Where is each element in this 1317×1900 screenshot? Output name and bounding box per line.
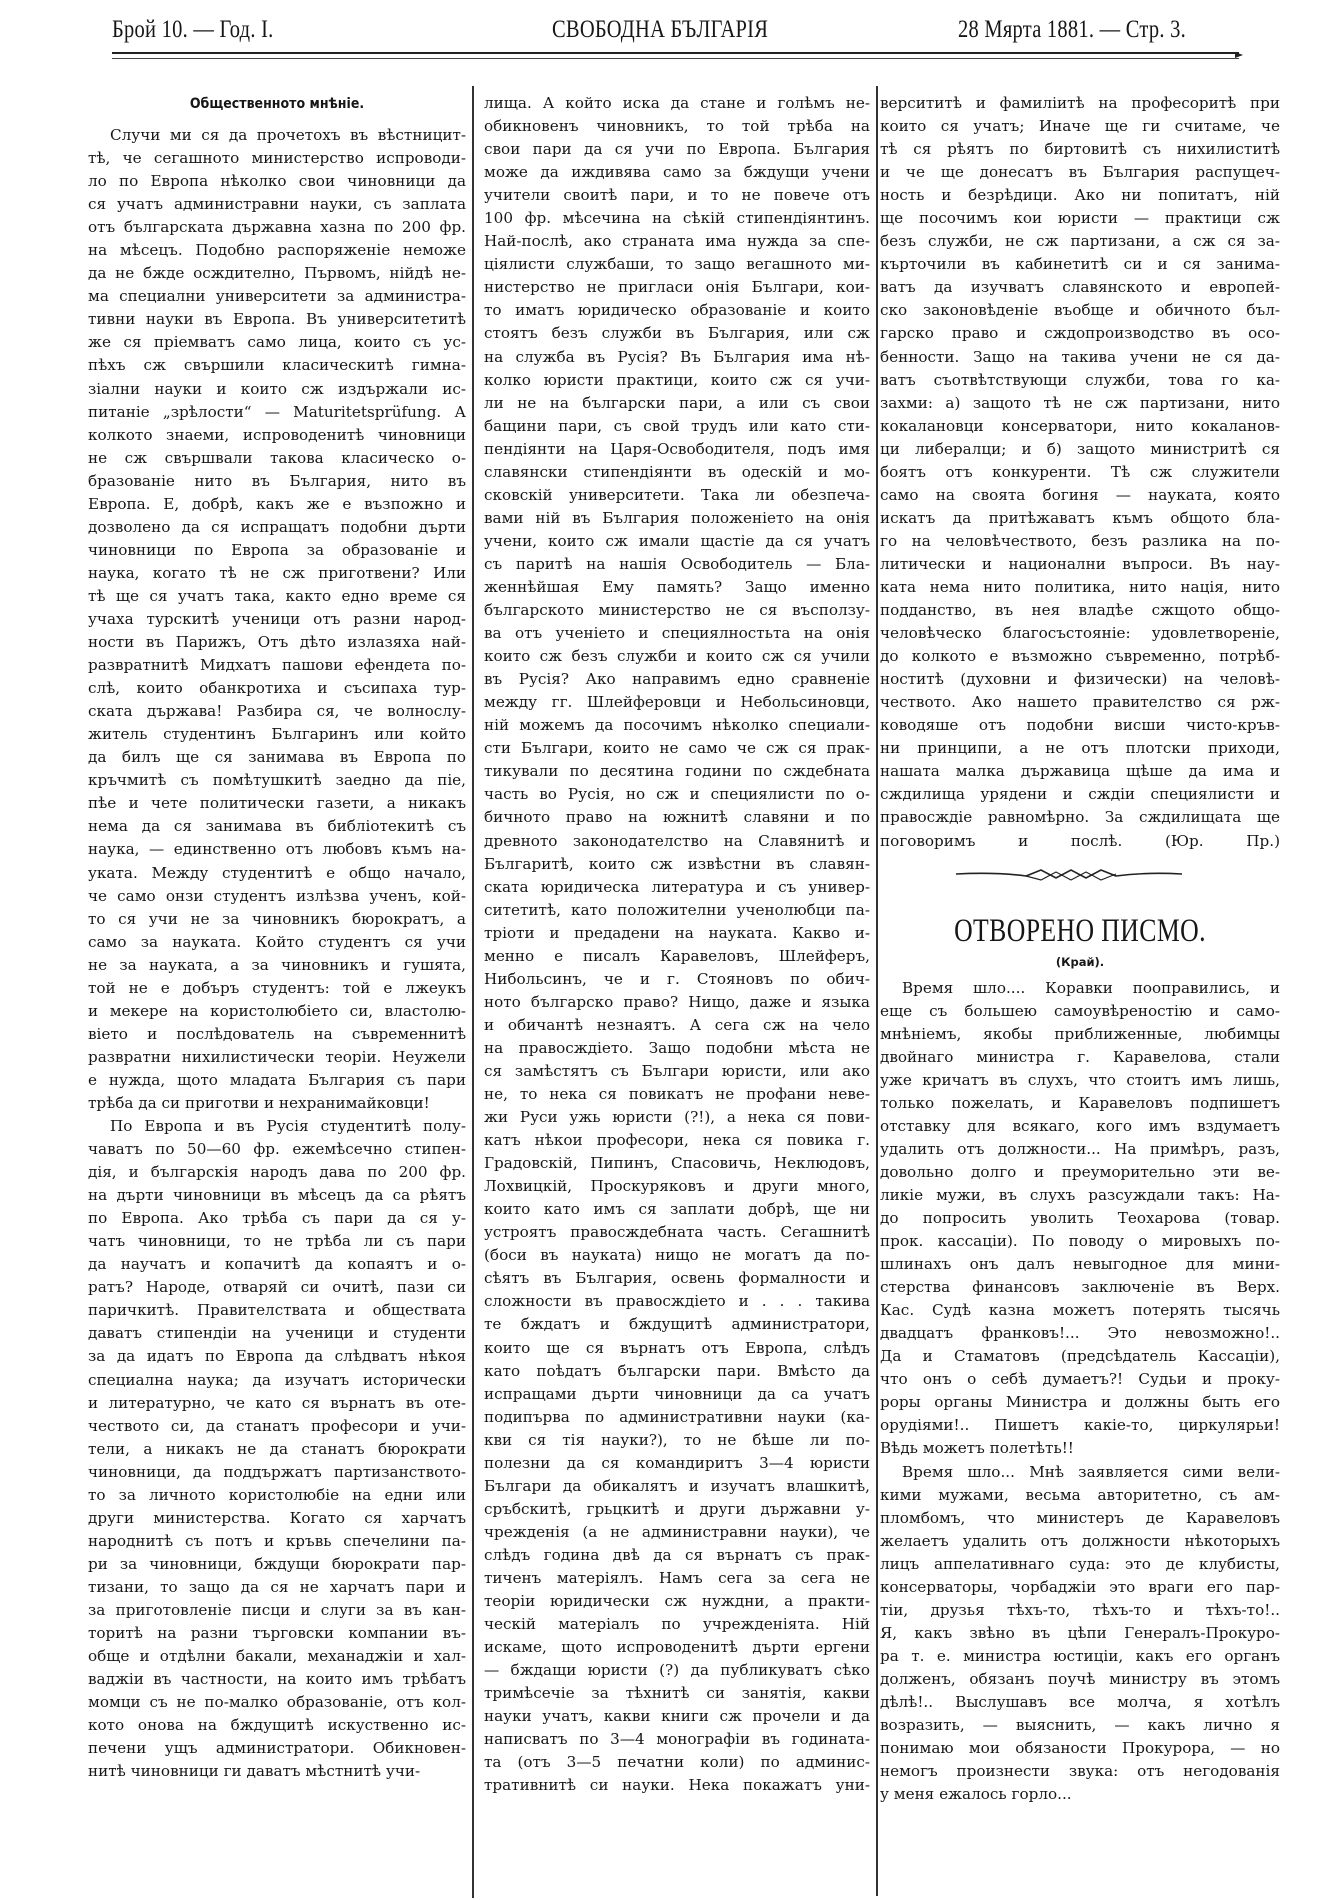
text-line: кви ся тія науки?), то не бѣше ли по- [484,1430,870,1449]
text-line: учени, които сж имали щастіе да ся учатъ [484,531,870,550]
text-line: тѣ ся рѣятъ по биртовитѣ съ нихилиститѣ [880,140,1280,159]
text-line: паричкитѣ. Правителствата и обществата [88,1301,466,1320]
text-line: ноститѣ (духовни и физически) на человѣ- [880,670,1280,689]
text-line: тели, а никакъ не да станатъ бюрократи [88,1439,466,1458]
text-line: тримѣсечіе за тѣхнитѣ си занятія, какви [484,1684,870,1703]
text-line: и мекере на користолюбіето си, властолю- [88,1001,466,1020]
text-line: нашата малка държавица щѣше да има и [880,762,1280,781]
text-line: отъ българската държавна хазна по 200 фр. [88,218,466,237]
text-line: народнитѣ съ потъ и кръвь спечелини па- [88,1531,466,1550]
text-line: развратни нихилистически теоріи. Неужели [88,1047,466,1066]
text-line: до попросить уволить Теохарова (товар. [880,1209,1280,1228]
text-line: ката нема нито политика, нито нація, нито [880,577,1280,596]
text-line: орудіями!.. Пишетъ какіе-то, циркулярьи! [880,1416,1280,1435]
text-line: славянски стипендіянти въ одескій и мо- [484,462,870,481]
text-line: ности въ Парижъ, Отъ дѣто излазяха най- [88,633,466,652]
text-line: менно е писалъ Каравеловъ, Шлейферъ, [484,946,870,965]
text-line: подипърва по административни науки (ка- [484,1407,870,1426]
text-line: обикновенъ чиновникъ, то той трѣба на [484,117,870,136]
column-divider [876,86,878,1896]
text-line: жи Руси ужь юристи (?!), а нека ся пови- [484,1108,870,1127]
text-line: питаніе „зрѣлости“ — Maturitetsprüfung. А [88,402,466,421]
text-line: ва отъ ученіето и специялностьта на онія [484,624,870,643]
author-signature: (Юр. Пр.) [1164,831,1280,850]
text-line: на дърти чиновници въ мѣсецъ да са рѣятъ [88,1186,466,1205]
article-body [484,92,870,1797]
text-line: двадцатъ франковъ!... Это невозможно!.. [880,1324,1280,1343]
text-line: тивни науки въ Европа. Въ университетитѣ [88,310,466,329]
text-line: сковскій университети. Така ли обезпеча- [484,485,870,504]
column-3 [880,92,1280,1806]
text-line: българското министерство не ся въсползу- [484,601,870,620]
text-line: лища. А който иска да стане и голѣмъ не- [484,94,870,112]
masthead-rule [112,52,1239,59]
text-line: той не е добъръ студентъ: той е лжеукъ [88,978,466,997]
text-line: Время шло... Мнѣ заявляется сими вели- [902,1462,1280,1481]
text-line: Время шло.... Коравки пооправились, и [902,978,1280,997]
text-line: ситетитѣ, като положителни ученолюбци па- [484,900,870,919]
text-line: ли не на български пари, а или съ свои [484,393,870,412]
text-line: — бждащи юристи (?) да публикуватъ сѣко [484,1661,870,1680]
text-line: по Европа. Ако трѣба съ пари да ся у- [88,1209,466,1228]
text-line: кими мужами, весьма авторитетно, съ ам- [880,1485,1280,1504]
text-line: до колкото е възможно съвременно, потрѣб- [880,647,1280,666]
text-line: ра т. е. министра юстиціи, какъ его органъ [880,1646,1280,1665]
text-line: лицъ аппелативнаго суда: это де клубисты, [880,1554,1280,1573]
text-line: които като имъ ся заплати добрѣ, ще ни [484,1200,870,1219]
text-line: само за науката. Който студентъ ся учи [88,932,466,951]
text-line: желаетъ удалить отъ должности нѣкоторыхъ [880,1531,1280,1550]
text-line: у меня ежалось горло... [880,1785,1072,1804]
text-line: катъ нѣкои професори, нека ся повика г. [484,1131,870,1150]
text-line: е нужда, щото младата България съ пари [88,1070,466,1089]
text-line: теоріи юридически сж нуждни, а практи- [484,1592,870,1611]
text-line: Я, какъ звѣно въ цѣпи Генералъ-Прокуро- [880,1623,1280,1642]
text-line: отставку для всякаго, кого имъ вздумаетъ [880,1116,1280,1135]
text-line: които ще ся върнатъ отъ Европа, слѣдъ [484,1338,870,1357]
text-line: уката. Между студентитѣ е общо начало, [88,863,466,882]
text-line: вами ній въ България положеніето на онія [484,508,870,527]
text-line: слѣ, които обанкротиха и съсипаха тур- [88,679,466,698]
text-line: человѣческо благосъстояніе: удовлетвореніе, [880,624,1280,643]
text-line: съ паритѣ на нашія Освободитель — Бла- [484,554,870,573]
text-line: свои пари да ся учи по Европа. България [484,140,870,159]
text-line: ри за чиновници, бждущи бюрократи пар- [88,1554,466,1573]
text-line: които ся учатъ; Иначе ще ги считаме, че [880,117,1280,136]
text-line: стоятъ безъ служби въ България, или сж [484,324,870,343]
text-line: ваджіи въ частности, на които имъ трѣбатъ [88,1670,466,1689]
text-line: устроятъ правосждебната часть. Сегашнитѣ [484,1223,870,1242]
text-line: Нибольсинъ, че и г. Стояновъ по обич- [484,969,870,988]
text-line: като поѣдатъ български пари. Вмѣсто да [484,1361,870,1380]
text-line: нистерство не пригласи онія Българи, кои- [484,278,870,297]
ornament-icon [956,863,1182,885]
text-line: специална наука; да изучатъ исторически [88,1370,466,1389]
text-line: кърточили въ кабинетитѣ си и ся занима- [880,255,1280,274]
text-line: ватъ да изучватъ славянското и европей- [880,278,1280,297]
article-title: Общественното мнѣніе. [189,96,365,112]
text-line: други министерства. Когато ся харчатъ [88,1508,466,1527]
text-line: двойнаго министра г. Каравелова, стали [880,1047,1280,1066]
text-line: да не бжде осждително, Първомъ, нійдѣ не- [88,264,466,283]
text-line: учители своитѣ пари, и то не повече отъ [484,186,870,205]
text-line: тѣ, че сегашното министерство испроводи- [88,149,466,168]
text-line: прок. кассаціи). По поводу о мировыхъ по- [880,1232,1280,1251]
text-line: за приготовленіе писци и слуги за въ кан- [88,1601,466,1619]
text-line: колко юристи практици, които сж ся учи- [484,370,870,389]
text-line: наука, когато тѣ не сж приготвени? Или [88,563,466,582]
text-line: чиновници по Европа за образованіе и [88,540,466,559]
text-line: чрежденія (а не администравни науки), че [484,1522,870,1541]
text-line: на мѣсецъ. Подобно распоряженіе неможе [88,241,466,260]
text-line: подданство, въ нея владѣе сжщото общо- [880,601,1280,620]
text-line: уже кричатъ въ слухъ, что стоитъ имъ лишь, [880,1070,1280,1089]
text-line: че само онзи студентъ излѣзва ученъ, кой- [88,886,466,905]
text-line: Европа. Е, добрѣ, какъ же е възпожно и [88,494,466,513]
text-line: печени ущъ администратори. Обикновен- [88,1739,466,1758]
text-line: 100 фр. мѣсечина на сѣкій стипендіянтинъ. [484,209,870,228]
text-line: ческій матеріалъ по учрежденіята. Ній [484,1615,870,1634]
text-line: консерваторы, чорбаджіи это враги его пар- [880,1577,1280,1596]
text-line: написватъ по 3—4 монографіи въ годината- [484,1730,870,1749]
text-line: Лохвицкій, Проскуряковъ и други много, [484,1177,870,1196]
column-2 [484,92,870,1797]
text-line: бичното право на южнитѣ славяни и по [484,808,870,827]
text-line: искатъ да притѣжаватъ къмъ общото бла- [880,508,1280,527]
text-line: тиченъ матеріялъ. Намъ сега за сега не [484,1569,870,1587]
article-body [880,977,1280,1807]
text-line: пломбомъ, что министеръ де Каравеловъ [880,1508,1280,1527]
text-line: Кас. Судѣ казна можетъ потерять тысячь [880,1301,1280,1320]
text-line: ско законовѣденіе въобще и обичното бъл- [880,301,1280,320]
text-line: да билъ ще ся занимава въ Европа по [88,748,466,767]
text-line: тизани, то защо да ся не харчатъ пари и [88,1577,466,1596]
text-line: тѣ ще ся учатъ така, както едно време ся [88,586,466,605]
text-line: что онъ о себѣ думаетъ?! Судьи и проку- [880,1370,1280,1389]
text-line: въ Русія? Ако направимъ едно сравненіе [484,670,870,689]
text-line: само на своята богиня — науката, която [880,485,1280,504]
text-line: ската юридическа литература и съ универ- [484,877,870,896]
text-line: то за личното користолюбіе на едни или [88,1485,466,1504]
date-and-page: 28 Мярта 1881. — Стр. 3. [958,16,1186,43]
text-line: на служба въ Русія? Въ България има нѣ- [484,347,870,366]
text-line: ци либералци; и б) защото министритѣ ся [880,439,1280,458]
text-line: испращами дърти чиновници да са учатъ [484,1384,870,1403]
text-line: сждилища урядени и сждіи специялисти и [880,785,1280,804]
text-line: ся замѣстятъ съ Българи юристи, или ако [484,1061,870,1080]
text-line: зіални науки и които сж издържали ис- [88,379,466,398]
text-line: не, то нека ся повикатъ не профани неве- [484,1085,870,1104]
text-line: ціялисти службаши, то защо вегашното ми- [484,255,870,274]
text-line: момци съ не по-малко образованіе, отъ кол- [88,1693,466,1712]
text-line: чеството си, да станатъ професори и учи- [88,1416,466,1435]
text-line: за да идатъ по Европа да слѣдватъ нѣкоя [88,1347,466,1366]
text-line: долженъ, обязанъ поучѣ министру въ этомъ [880,1669,1280,1688]
text-line: искаме, щото испроводенитѣ дърти ергени [484,1638,870,1657]
text-line: чеството. Ако нашето правителство ся рж- [880,693,1280,712]
text-line: ность и безрѣдици. Ако ни попитатъ, ній [880,186,1280,205]
text-line: бразованіе нито въ България, нито въ [88,471,466,490]
text-line: Да и Стаматовъ (предсѣдатель Кассаціи), [880,1347,1280,1366]
text-line: Българитѣ, които сж извѣстни въ славян- [484,854,870,873]
text-line: дія, и българскія народъ дава по 200 фр. [88,1163,466,1182]
text-line: ма специални университети за администра- [88,287,466,306]
text-line: Вѣдь можетъ полетѣть!! [880,1439,1074,1458]
ornamental-divider [880,853,1280,905]
text-line: кръчмитѣ съ помѣтушкитѣ заедно да піе, [88,771,466,790]
text-line: довольно долго и преуморительно эти ве- [880,1162,1280,1181]
text-line: може да иждивява само за бждущи учени [484,163,870,182]
newspaper-title: СВОБОДНА БЪЛГАРІЯ [552,16,769,43]
text-line: ватъ съотвѣтствующи служби, това го ка- [880,370,1280,389]
column-1 [88,92,466,1783]
text-line: ся учатъ администравни науки, съ заплата [88,195,466,214]
article-subtitle: (Край). [1055,954,1105,969]
text-line: понимаю мои обязаности Прокурора, — но [880,1739,1280,1758]
text-line: ло по Европа нѣколко свои чиновници да [88,172,466,191]
text-line: стерства финансовъ заключеніе въ Верх. [880,1278,1280,1297]
text-line: литически и национални въпроси. Въ нау- [880,554,1280,573]
text-line: ното българско право? Нищо, даже и языка [484,992,870,1011]
text-line: на правосждіето. Защо подобни мѣста не [484,1038,870,1057]
text-line: колкото знаеми, испроводенитѣ чиновници [88,425,466,444]
text-line: ще посочимъ кои юристи — практици сж [880,209,1280,228]
text-line: между гг. Шлейферовци и Небольсиновци, [484,693,870,712]
closing-text: поговоримъ и послѣ. [880,831,1123,850]
text-line: віето и послѣдователь на съвременнитѣ [88,1024,466,1043]
text-line: ратъ? Народе, отваряй си очитѣ, пази си [88,1278,466,1297]
text-line: наука, — единственно отъ любовъ къмъ на- [88,840,466,859]
text-line: тріоти и предадени на науката. Какво и- [484,923,870,942]
text-line: пѣе и чете политически газети, а никакъ [88,794,466,813]
text-line: роры органы Министра и должны быть его [880,1393,1280,1412]
text-line: Най-послѣ, ако страната има нужда за спе- [484,232,870,251]
text-line: сръбскитѣ, грьцкитѣ и други държавни у- [484,1499,870,1518]
text-line: женнѣйшая Ему память? Защо именно [484,577,870,596]
text-line: тикували по десятина години по сждебната [484,762,870,781]
text-line: шлинахъ онъ далъ невыгодное для мини- [880,1255,1280,1274]
text-line: мнѣніемъ, якобы приближенные, любимцы [880,1024,1280,1043]
text-line: нитѣ чиновници ги даватъ мѣстнитѣ учи- [88,1762,421,1781]
text-line: то ся учи не за чиновникъ бюрократъ, а [88,909,466,928]
text-line: древното законодателство на Славянитѣ и [484,831,870,850]
text-line: Градовскій, Пипинъ, Спасовичь, Неклюдовъ, [484,1154,870,1173]
text-line: (боси въ науката) нищо не могатъ да по- [484,1246,870,1265]
text-line: бащини пари, съ свой трудъ или като сти- [484,416,870,435]
text-line: гарско право и сждопроизводство въ осо- [880,324,1280,343]
text-line: да научатъ и копачитѣ да копаятъ и о- [88,1255,466,1274]
issue-number: Брой 10. — Год. I. [112,16,274,43]
article-body [880,92,1280,830]
text-line: правосждіе равномѣрно. За сждилищата ще [880,808,1280,827]
text-line: те бждатъ и бждущитѣ администратори, [484,1315,870,1334]
text-line: нема да ся занимава въ библіотекитѣ съ [88,817,466,836]
text-line: ководяше отъ подобни висши чисто-кръв- [880,716,1280,735]
text-line: безъ служби, не сж партизани, а сж ся за- [880,232,1280,251]
text-line: пѣхъ сж свършили класическитѣ гимна- [88,356,466,375]
text-line: науки учатъ, какви книги сж прочели и да [484,1707,870,1726]
text-line: и че ще донесатъ въ България распущеч- [880,163,1280,182]
text-line: бенности. Защо на такива учени не ся да- [880,347,1280,366]
text-line: кокалановци консерватори, нито кокаланов- [880,416,1280,435]
text-line: полезни да ся командиритъ 3—4 юристи [484,1453,870,1472]
article-title: ОТВОРЕНО ПИСМО. [954,912,1206,949]
text-line: развратнитѣ Мидхатъ пашови ефендета по- [88,656,466,675]
text-line: учаха турскитѣ ученици отъ разни народ- [88,609,466,628]
text-line: еще съ большею самоувѣреностію и само- [880,1001,1280,1020]
text-line: По Европа и въ Русія студентитѣ полу- [110,1117,466,1136]
text-line: не за науката, а за чиновникъ и гушята, [88,955,466,974]
text-line: трѣба да си приготви и нехранимайковци! [88,1093,430,1112]
text-line: Случи ми ся да прочетохъ въ вѣстницит- [110,126,466,144]
text-line: ній можемъ да посочимъ нѣколко специали- [484,716,870,735]
text-line: не сж свършвали такова класическо о- [88,448,466,467]
text-line: только пожелать, и Каравеловъ подпишетъ [880,1093,1280,1112]
text-line: тіи, друзья тѣхъ-то, тѣхъ-то и тѣхъ-то!.. [880,1600,1280,1619]
text-line: дѣлѣ!.. Выслушавъ все молча, я хотѣлъ [880,1693,1280,1711]
text-line: сѣятъ въ България, освень формалности и [484,1269,870,1288]
text-line: и обичантѣ незнаятъ. А сега сж на чело [484,1015,870,1034]
text-line: чаватъ по 50—60 фр. ежемѣсечно стипен- [88,1140,466,1159]
text-line: го на человѣчеството, безъ разлика на по- [880,531,1280,550]
closing-line [880,830,1280,853]
text-line: ската държава! Разбира ся, че волнослу- [88,702,466,721]
text-line: чиновници, да поддържатъ партизанството- [88,1462,466,1481]
text-line: сложности въ правосждіето и . . . такива [484,1292,870,1311]
text-line: тративнитѣ си науки. Нека покажатъ уни- [484,1776,870,1795]
text-line: торитѣ на разни търговски компании въ- [88,1624,466,1643]
text-line: житель студентинъ Българинъ или който [88,725,466,744]
text-line: ни принципи, а не отъ плотски приходи, [880,739,1280,758]
text-line: та (отъ 3—5 печатни коли) по админис- [484,1753,870,1772]
text-line: Българи да обикалятъ и изучатъ влашкитѣ, [484,1476,870,1495]
text-line: дозволено да ся испращатъ подобни дърти [88,517,466,536]
text-line: които сж безъ служби и които сж ся учили [484,647,870,666]
text-line: версититѣ и фамиліитѣ на професоритѣ при [880,94,1280,112]
text-line: и литературно, че като ся върнатъ въ оте- [88,1393,466,1412]
text-line: ликіе мужи, въ слухъ разсуждали такъ: На- [880,1185,1280,1204]
text-line: часть во Русія, но сж и специялисти по о- [484,785,870,804]
text-line: кото онова на бждущитѣ искуственно ис- [88,1716,466,1735]
masthead [112,10,1238,48]
text-line: сти Българи, които не само че сж ся прак- [484,739,870,758]
text-line: обще и отдѣлни бакали, механаджіи и хал- [88,1647,466,1666]
column-divider [472,86,474,1898]
text-line: слѣдъ година двѣ да ся върнатъ съ прак- [484,1545,870,1564]
text-line: удалить отъ должности... На примѣръ, разъ, [880,1139,1280,1158]
text-line: чатъ чиновници, то не трѣба ли съ пари [88,1232,466,1251]
text-line: даватъ стипендіи на ученици и студенти [88,1324,466,1343]
text-line: захми: а) защото тѣ не сж партизани, нито [880,393,1280,412]
text-line: возразить, — выяснить, — какъ лично я [880,1716,1280,1735]
text-line: боятъ отъ конкуренти. Тѣ сж служители [880,462,1280,481]
text-line: то иматъ юридическо образованіе и които [484,301,870,320]
text-line: немогъ произнести звука: отъ негодованія [880,1762,1280,1781]
text-line: же ся пріемватъ само лица, които съ ус- [88,333,466,352]
text-line: пендіянти на Царя-Освободителя, подъ имя [484,439,870,458]
article-body [88,124,466,1783]
